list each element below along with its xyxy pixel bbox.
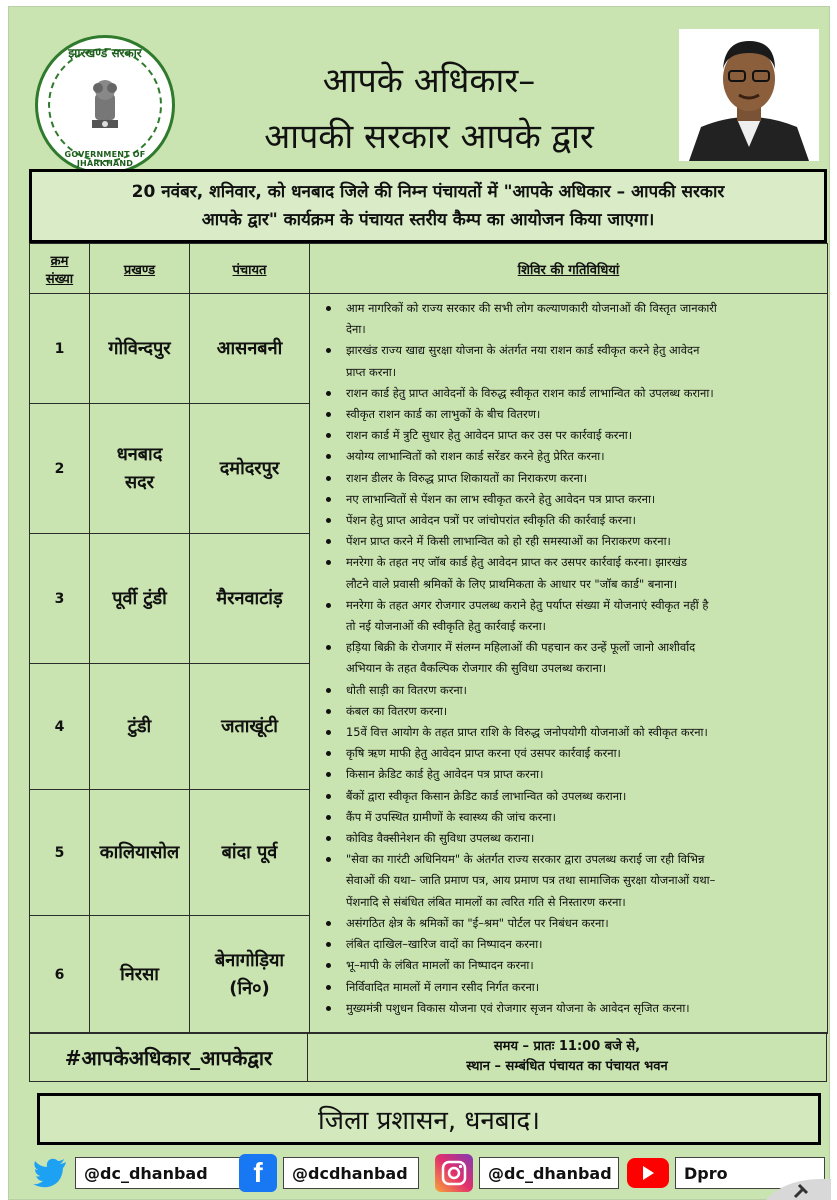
activity-item: [318, 955, 821, 976]
twitter-icon: [31, 1154, 69, 1192]
activity-item: [318, 383, 821, 404]
poster: [8, 6, 830, 1200]
activity-text: "सेवा का गारंटी अधिनियम" के अंतर्गत राज्य सरकार द्वारा उपलब्ध कराई जा रही विभिन्न: [346, 852, 705, 867]
youtube-handle-text: Dpro: [675, 1157, 825, 1189]
announcement-box: [29, 169, 827, 243]
instagram-handle[interactable]: [435, 1153, 619, 1193]
activity-text: कृषि ऋण माफी हेतु आवेदन प्राप्त करना एवं उसपर कार्रवाई करना।: [346, 746, 621, 761]
row-block: टुंडी: [90, 664, 190, 790]
twitter-handle-text: @dc_dhanbad: [75, 1157, 243, 1189]
portrait-icon: [679, 29, 819, 161]
activity-text: अभियान के तहत वैकल्पिक रोजगार की सुविधा उपलब्ध कराना।: [346, 661, 607, 676]
activity-text: हड़िया बिक्री के रोजगार में संलग्न महिलाओं की पहचान कर उन्हें फूलों जानो आशीर्वाद: [346, 640, 696, 655]
activity-item: [318, 913, 821, 934]
activity-item: [318, 595, 821, 637]
activity-text: भू–मापी के लंबित मामलों का निष्पादन करना।: [346, 958, 534, 973]
activity-item: [318, 298, 821, 340]
activity-text: मनरेगा के तहत अगर रोजगार उपलब्ध कराने हेतु पर्याप्त संख्या में योजनाएं स्वीकृत नहीं है: [346, 597, 709, 612]
header-block: प्रखण्ड: [90, 244, 190, 294]
row-serial: 1: [30, 294, 90, 404]
activity-item: [318, 510, 821, 531]
youtube-icon: [627, 1158, 669, 1188]
row-panchayat: जताखूंटी: [190, 664, 310, 790]
activity-item: [318, 468, 821, 489]
activity-item: [318, 637, 821, 679]
activity-text: कंबल का वितरण करना।: [346, 703, 448, 718]
activity-text: धोती साड़ी का वितरण करना।: [346, 682, 467, 697]
header-serial: क्रम संख्या: [30, 244, 90, 294]
activity-text: राशन कार्ड हेतु प्राप्त आवेदनों के विरुद्ध स्वीकृत राशन कार्ड लाभान्वित को उपलब्ध कराना।: [346, 385, 714, 400]
activity-text: आम नागरिकों को राज्य सरकार की सभी लोग कल्याणकारी योजनाओं की विस्तृत जानकारी: [346, 301, 717, 315]
activity-text: स्वीकृत राशन कार्ड का लाभुकों के बीच वितरण।: [346, 407, 541, 422]
activity-item: [318, 998, 821, 1019]
facebook-handle[interactable]: [239, 1153, 419, 1193]
activity-text: राशन कार्ड में त्रुटि सुधार हेतु आवेदन प्राप्त कर उस पर कार्रवाई करना।: [346, 428, 633, 443]
page-title: [209, 53, 649, 165]
activity-text: किसान क्रेडिट कार्ड हेतु आवेदन पत्र प्राप्त करना।: [346, 767, 544, 782]
activity-item: [318, 828, 821, 849]
announcement-line-2: आपके द्वार" कार्यक्रम के पंचायत स्तरीय कैम्प का आयोजन किया जाएगा।: [201, 210, 655, 230]
activity-item: [318, 425, 821, 446]
row-serial: 4: [30, 664, 90, 790]
jharkhand-government-logo: [35, 35, 175, 175]
activity-item: [318, 764, 821, 785]
row-serial: 2: [30, 404, 90, 534]
table-row: [30, 294, 828, 404]
hashtag-label: #आपकेअधिकार_आपकेद्वार: [29, 1032, 308, 1082]
row-block: पूर्वी टुंडी: [90, 534, 190, 664]
activity-text: अयोग्य लाभान्वितों को राशन कार्ड सरेंडर करने हेतु प्रेरित करना।: [346, 449, 605, 464]
ashoka-emblem-icon: [86, 76, 124, 134]
announcement-line-1: 20 नवंबर, शनिवार, को धनबाद जिले की निम्न पंचायतों में "आपके अधिकार – आपकी सरकार: [131, 182, 725, 202]
activity-text: असंगठित क्षेत्र के श्रमिकों का "ई–श्रम" पोर्टल पर निबंधन करना।: [346, 915, 609, 930]
activity-item: [318, 701, 821, 722]
logo-top-text: झारखण्ड सरकार: [68, 46, 142, 60]
header-panchayat: पंचायत: [190, 244, 310, 294]
row-panchayat: दमोदरपुर: [190, 404, 310, 534]
title-line-1: आपके अधिकार–: [322, 61, 536, 101]
row-serial: 3: [30, 534, 90, 664]
row-serial: 6: [30, 916, 90, 1034]
instagram-handle-text: @dc_dhanbad: [479, 1157, 619, 1189]
activity-text: पेंशनादि से संबंधित लंबित मामलों का त्वरित गति से निस्तारण करना।: [346, 894, 626, 909]
facebook-icon: f: [239, 1154, 277, 1192]
logo-bottom-text: GOVERNMENT OF JHARKHAND: [64, 150, 146, 168]
activity-item: [318, 552, 821, 594]
timing-line-2: स्थान – सम्बंधित पंचायत का पंचायत भवन: [466, 1059, 668, 1074]
activity-item: [318, 722, 821, 743]
corner-tool-icon: [765, 1177, 831, 1200]
activity-item: [318, 786, 821, 807]
activity-text: बैंकों द्वारा स्वीकृत किसान क्रेडिट कार्ड लाभान्वित को उपलब्ध कराना।: [346, 788, 627, 803]
row-serial: 5: [30, 790, 90, 916]
chief-minister-photo: [679, 29, 819, 161]
activity-item: [318, 934, 821, 955]
row-panchayat: बेनागोड़िया (नि०): [190, 916, 310, 1034]
activity-text: लंबित दाखिल–खारिज वादों का निष्पादन करना।: [346, 937, 543, 952]
activity-item: [318, 531, 821, 552]
activity-item: [318, 849, 821, 913]
activity-text: मुख्यमंत्री पशुधन विकास योजना एवं रोजगार सृजन योजना के आवेदन सृजित करना।: [346, 1000, 690, 1015]
activity-text: कैंप में उपस्थित ग्रामीणों के स्वास्थ्य की जांच करना।: [346, 809, 556, 824]
activity-text: नए लाभान्वितों से पेंशन का लाभ स्वीकृत करने हेतु आवेदन पत्र प्राप्त करना।: [346, 491, 656, 506]
row-block: गोविन्दपुर: [90, 294, 190, 404]
activity-item: [318, 743, 821, 764]
title-line-2: आपकी सरकार आपके द्वार: [264, 117, 594, 157]
activity-item: [318, 489, 821, 510]
activity-item: [318, 340, 821, 382]
activity-item: [318, 977, 821, 998]
activity-text: 15वें वित्त आयोग के तहत प्राप्त राशि के विरुद्ध जनोपयोगी योजनाओं को स्वीकृत करना।: [346, 725, 708, 740]
row-panchayat: मैरनवाटांड़: [190, 534, 310, 664]
row-block: धनबाद सदर: [90, 404, 190, 534]
activity-item: [318, 404, 821, 425]
activity-text: कोविड वैक्सीनेशन की सुविधा उपलब्ध कराना।: [346, 831, 535, 846]
activity-text: सेवाओं की यथा– जाति प्रमाण पत्र, आय प्रमाण पत्र तथा सामाजिक सुरक्षा योजनाओं यथा–: [346, 873, 716, 888]
instagram-icon: [435, 1154, 473, 1192]
district-administration-banner: जिला प्रशासन, धनबाद।: [37, 1093, 821, 1145]
activity-text: प्राप्त करना।: [346, 364, 397, 379]
activity-text: पेंशन हेतु प्राप्त आवेदन पत्रों पर जांचोपरांत स्वीकृति की कार्रवाई करना।: [346, 513, 636, 528]
row-block: निरसा: [90, 916, 190, 1034]
activity-item: [318, 446, 821, 467]
activity-text: तो नई योजनाओं की स्वीकृति हेतु कार्रवाई करना।: [346, 619, 546, 634]
activity-text: मनरेगा के तहत नए जॉब कार्ड हेतु आवेदन प्राप्त कर उसपर कार्रवाई करना। झारखंड: [346, 555, 687, 570]
activity-item: [318, 807, 821, 828]
activity-text: देना।: [346, 322, 366, 337]
header-activities: शिविर की गतिविधियां: [310, 244, 828, 294]
activity-text: झारखंड राज्य खाद्य सुरक्षा योजना के अंतर्गत नया राशन कार्ड स्वीकृत करने हेतु आवेदन: [346, 343, 700, 358]
row-panchayat: बांदा पूर्व: [190, 790, 310, 916]
camp-schedule-table: [29, 243, 828, 1034]
row-block: कालियासोल: [90, 790, 190, 916]
row-panchayat: आसनबनी: [190, 294, 310, 404]
twitter-handle[interactable]: [31, 1153, 243, 1193]
timing-info: [307, 1032, 827, 1082]
table-header-row: [30, 244, 828, 294]
facebook-handle-text: @dcdhanbad: [283, 1157, 419, 1189]
activities-list: [318, 298, 821, 1019]
timing-line-1: समय – प्रातः 11:00 बजे से,: [493, 1039, 641, 1054]
activity-text: पेंशन प्राप्त करने में किसी लाभान्वित को हो रही समस्याओं का निराकरण करना।: [346, 534, 671, 549]
activity-text: निर्विवादित मामलों में लगान रसीद निर्गत करना।: [346, 979, 540, 994]
activity-text: लौटने वाले प्रवासी श्रमिकों के लिए प्राथमिकता के आधार पर "जॉब कार्ड" बनाना।: [346, 576, 678, 591]
activity-text: राशन डीलर के विरुद्ध प्राप्त शिकायतों का निराकरण करना।: [346, 470, 588, 485]
activity-item: [318, 680, 821, 701]
activities-cell: [310, 294, 828, 1034]
